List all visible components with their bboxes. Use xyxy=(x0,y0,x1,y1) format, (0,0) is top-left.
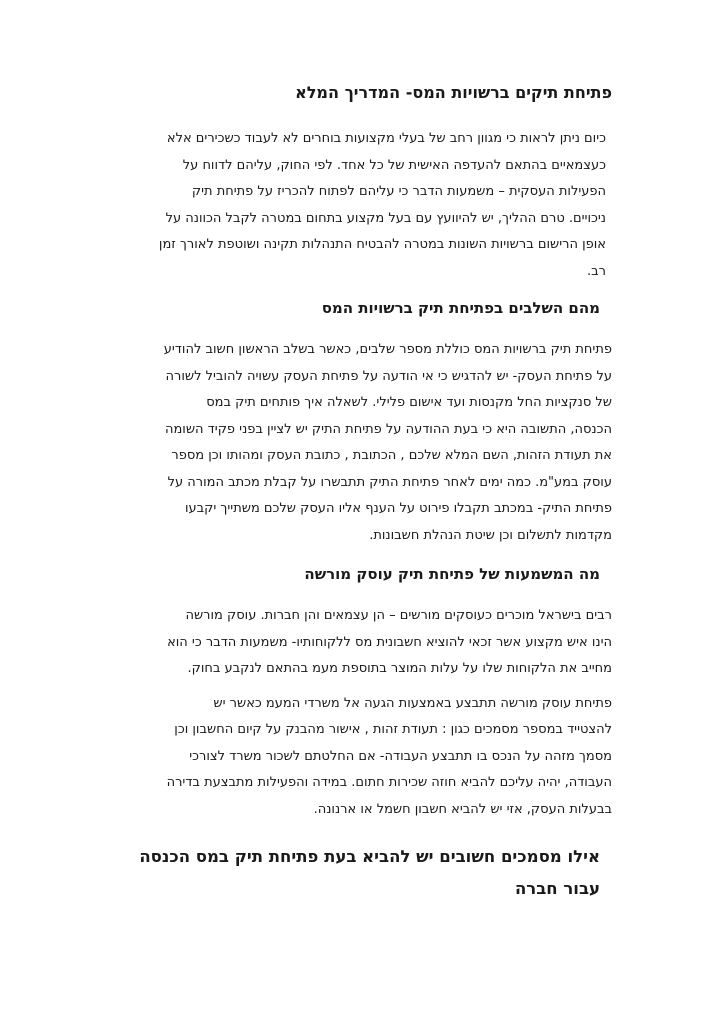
steps-line: עוסק במע"מ. כמה ימים לאחר פתיחת התיק תתבשרו על קבלת מכתב המורה על xyxy=(167,474,612,490)
licensed-dealer-line: פתיחת עוסק מורשה תתבצע באמצעות הגעה אל משרדי המעמ כאשר יש xyxy=(213,695,612,711)
section-heading-company-documents xyxy=(100,841,612,905)
licensed-dealer-line: הינו איש מקצוע אשר זכאי להוציא חשבונית מס ללקוחותיו- משמעות הדבר כי הוא xyxy=(167,634,612,650)
licensed-dealer-line: מסמך מזהה על הנכס בו תתבצע העבודה- אם החלטתם לשכור משרד לצורכי xyxy=(189,748,612,764)
steps-line: של סנקציות החל מקנסות ועד אישום פלילי. לשאלה איך פותחים תיק במס xyxy=(206,395,612,410)
intro-line: אופן הרישום ברשויות השונות במטרה להבטיח התנהלות תקינה ושוטפת לאורך זמן xyxy=(158,237,606,252)
licensed-dealer-paragraph-1 xyxy=(100,603,612,683)
licensed-dealer-line: רבים בישראל מוכרים כעוסקים מורשים – הן עצמאים והן חברות. עוסק מורשה xyxy=(185,608,612,623)
steps-line: את תעודת הזהות, השם המלא שלכם , הכתובת , כתובת העסק ומהותו וכן מספר xyxy=(171,448,612,463)
intro-line: הפעילות העסקית – משמעות הדבר כי עליהם לפתוח להכריז על פתיחת תיק xyxy=(191,184,606,199)
intro-line: רב. xyxy=(587,263,606,279)
section-heading-steps: מהם השלבים בפתיחת תיק ברשויות המס xyxy=(321,299,600,317)
licensed-dealer-line: להצטייד במספר מסמכים כגון : תעודת זהות , אישור מהבנק על קיום החשבון וכן xyxy=(174,722,612,737)
section-heading-licensed-dealer: מה המשמעות של פתיחת תיק עוסק מורשה xyxy=(304,565,600,583)
intro-line: כעצמאיים בהתאם להעדפה האישית של כל אחד. לפי החוק, עליהם לדווח על xyxy=(182,157,606,173)
steps-line: פתיחת התיק- במכתב תקבלו פירוט על הענף אליו העסק שלכם משתייך יקבעו xyxy=(184,501,612,516)
steps-line: על פתיחת העסק- יש להדגיש כי אי הודעה על פתיחת העסק עשויה להוביל לשורה xyxy=(165,368,612,384)
licensed-dealer-paragraph-2 xyxy=(100,691,612,824)
steps-line: מקדמות לתשלום וכן שיטת הנהלת חשבונות. xyxy=(369,527,612,543)
licensed-dealer-line: מחייב את הלקוחות שלו על עלות המוצר בתוספת מעמ בהתאם לנקבע בחוק. xyxy=(187,661,612,676)
steps-line: פתיחת תיק ברשויות המס כוללת מספר שלבים, כאשר בשלב הראשון חשוב להודיע xyxy=(163,342,612,357)
company-documents-heading-line: אילו מסמכים חשובים יש להביא בעת פתיחת תיק במס הכנסה xyxy=(139,847,600,866)
steps-line: הכנסה, התשובה היא כי בעת ההודעה על פתיחת התיק יש לציין בפני פקיד השומה xyxy=(164,421,612,437)
steps-paragraph xyxy=(100,337,612,549)
document-title: פתיחת תיקים ברשויות המס- המדריך המלא xyxy=(295,83,612,102)
licensed-dealer-line: בבעלות העסק, אזי יש להביא חשבון חשמל או ארנונה. xyxy=(313,801,612,817)
licensed-dealer-line: העבודה, יהיה עליכם להביא חוזה שכירות חתום. במידה והפעילות מתבצעת בדירה xyxy=(166,775,612,790)
intro-paragraph xyxy=(100,126,612,285)
intro-line: ניכויים. טרם ההליך, יש להיוועץ עם בעל מקצוע בתחום במטרה לקבל הכוונה על xyxy=(165,210,606,226)
company-documents-heading-line: עבור חברה xyxy=(514,879,600,898)
intro-line: כיום ניתן לראות כי מגוון רחב של בעלי מקצועות בוחרים לא לעבוד כשכירים אלא xyxy=(166,131,606,146)
